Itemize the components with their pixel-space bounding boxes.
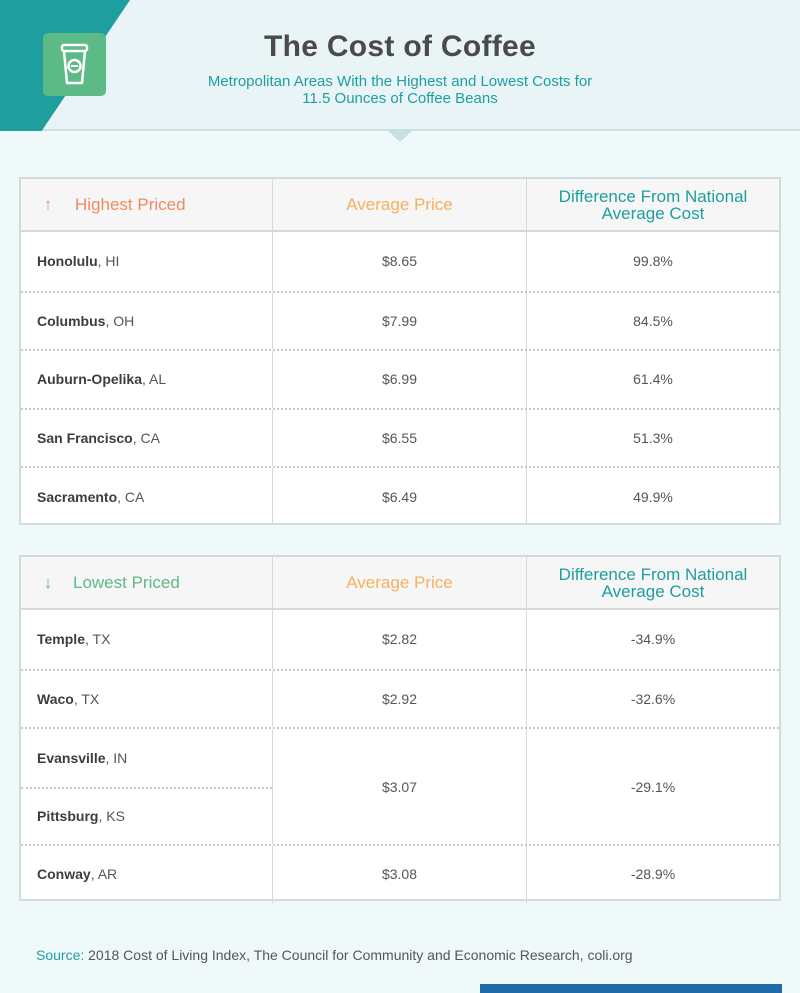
column-header-city <box>21 557 273 608</box>
city-name: Pittsburg <box>37 808 99 825</box>
column-header-city <box>21 179 273 230</box>
city-name: Auburn-Opelika <box>37 371 143 388</box>
highest-priced-table <box>19 177 781 525</box>
header-banner <box>0 0 800 131</box>
state-code: , TX <box>73 690 100 707</box>
table-row <box>21 232 779 291</box>
lowest-priced-table <box>19 555 781 901</box>
footer-bar <box>480 984 782 993</box>
arrow-down-icon: ↓ <box>43 572 53 592</box>
difference-value: -28.9% <box>630 866 676 883</box>
arrow-up-icon: ↑ <box>43 194 53 214</box>
table-body <box>21 232 779 525</box>
city-name: Sacramento <box>37 488 118 505</box>
table-row-merged <box>21 727 779 844</box>
table-body <box>21 610 779 903</box>
city-cell <box>21 787 272 845</box>
subtitle-line-2: 11.5 Ounces of Coffee Beans <box>302 90 498 107</box>
column-header-difference-line-2: Average Cost <box>601 581 705 601</box>
city-cell <box>21 729 272 787</box>
table-row <box>21 349 779 408</box>
average-price: $2.82 <box>273 610 527 669</box>
difference-value: -29.1% <box>630 778 676 795</box>
state-code: , KS <box>98 808 125 825</box>
difference-value: -32.6% <box>630 690 676 707</box>
column-header-average-price: Average Price <box>273 557 527 608</box>
state-code: , TX <box>84 631 111 648</box>
table-row <box>21 844 779 903</box>
page-subtitle <box>150 73 650 107</box>
average-price: $3.07 <box>273 729 527 844</box>
state-code: , CA <box>117 488 145 505</box>
average-price: $6.99 <box>273 351 527 408</box>
state-code: , CA <box>132 430 160 447</box>
table-row <box>21 408 779 467</box>
average-price: $8.65 <box>273 232 527 291</box>
difference-value: 61.4% <box>633 371 673 388</box>
average-price: $6.55 <box>273 410 527 467</box>
state-code: , AL <box>142 371 167 388</box>
difference-value: -34.9% <box>630 631 676 648</box>
state-code: , AR <box>90 866 118 883</box>
column-header-difference <box>527 179 779 230</box>
table-header <box>21 557 779 610</box>
state-code: , OH <box>105 312 135 329</box>
average-price: $2.92 <box>273 671 527 728</box>
difference-value: 49.9% <box>633 488 673 505</box>
difference-value: 51.3% <box>633 430 673 447</box>
table-header <box>21 179 779 232</box>
city-name: Conway <box>37 866 91 883</box>
city-name: Temple <box>37 631 85 648</box>
city-name: Honolulu <box>37 253 98 270</box>
city-name: San Francisco <box>37 430 133 447</box>
table-heading: Lowest Priced <box>73 572 180 592</box>
table-row <box>21 466 779 525</box>
column-header-average-price: Average Price <box>273 179 527 230</box>
source-label: Source: <box>36 947 85 963</box>
table-heading: Highest Priced <box>75 194 186 214</box>
difference-value: 84.5% <box>633 312 673 329</box>
subtitle-line-1: Metropolitan Areas With the Highest and Lowest Costs for <box>207 73 593 90</box>
state-code: , HI <box>97 253 120 270</box>
header-pointer <box>388 131 412 142</box>
table-row <box>21 610 779 669</box>
source-note <box>36 947 633 963</box>
table-row <box>21 669 779 728</box>
city-name: Columbus <box>37 312 106 329</box>
column-header-difference <box>527 557 779 608</box>
state-code: , IN <box>105 749 128 766</box>
page-title: The Cost of Coffee <box>263 30 537 63</box>
average-price: $7.99 <box>273 293 527 350</box>
column-header-difference-line-2: Average Cost <box>601 203 705 223</box>
source-text: 2018 Cost of Living Index, The Council for Community and Economic Research, coli.org <box>84 947 633 963</box>
difference-value: 99.8% <box>633 253 673 270</box>
column-header-difference-line-1: Difference From National <box>558 564 748 584</box>
average-price: $6.49 <box>273 468 527 525</box>
city-name: Waco <box>37 690 74 707</box>
table-row <box>21 291 779 350</box>
column-header-difference-line-1: Difference From National <box>558 186 748 206</box>
average-price: $3.08 <box>273 846 527 903</box>
city-name: Evansville <box>37 749 106 766</box>
